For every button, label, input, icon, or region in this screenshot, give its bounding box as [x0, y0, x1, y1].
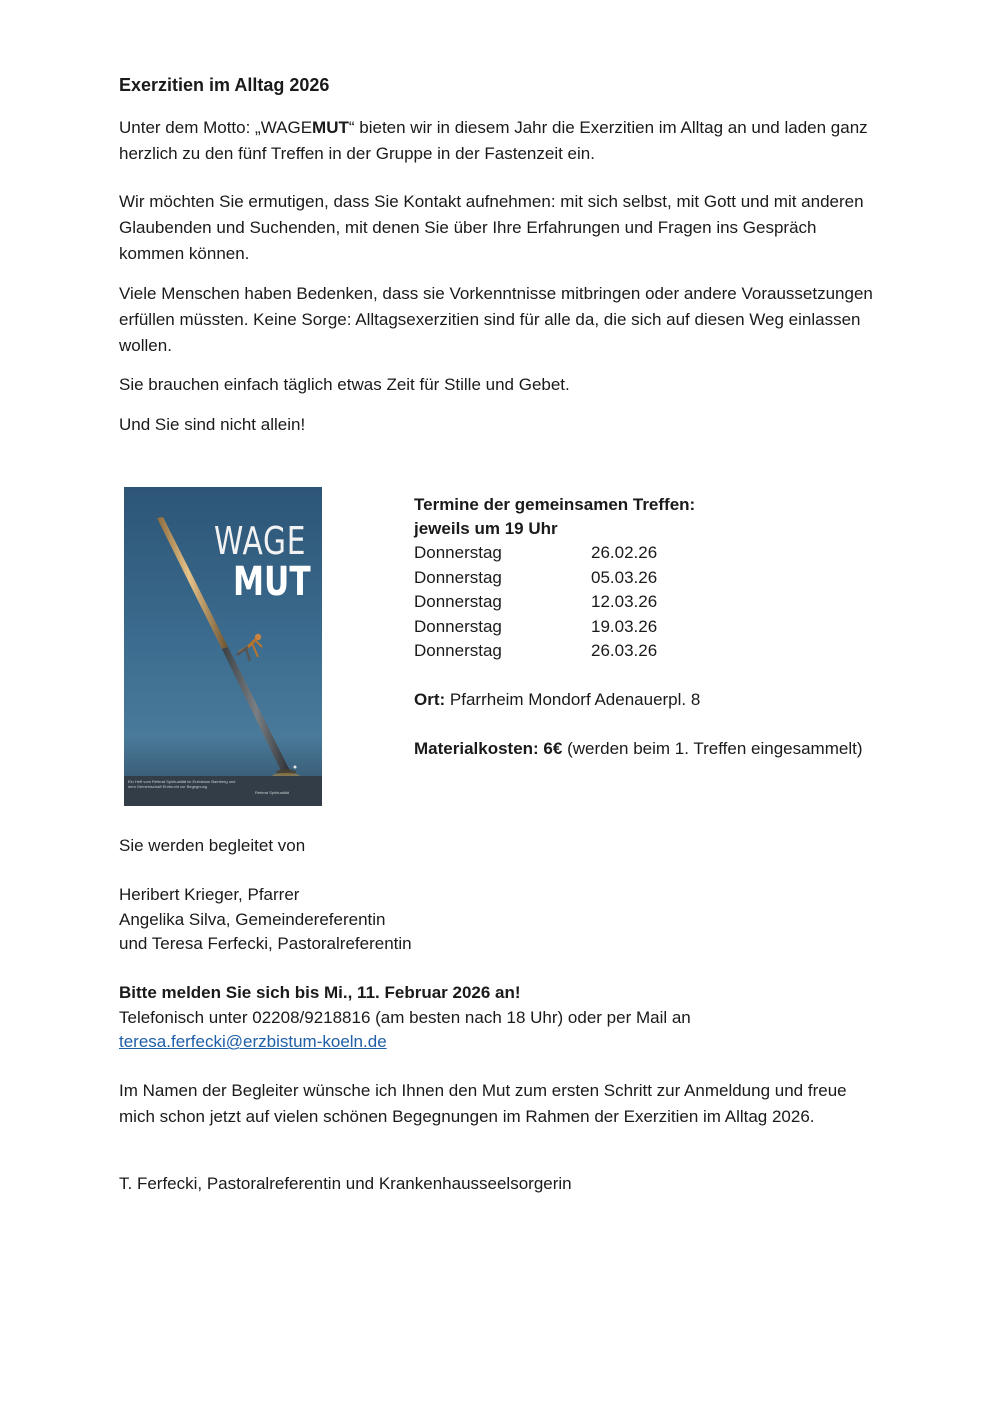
schedule-day: Donnerstag — [414, 567, 502, 587]
companion-item: und Teresa Ferfecki, Pastoralreferentin — [119, 934, 412, 953]
schedule-block — [414, 493, 874, 664]
companions-intro: Sie werden begleitet von — [119, 836, 306, 855]
page-title: Exerzitien im Alltag 2026 — [119, 75, 330, 95]
book-cover-image — [124, 487, 322, 806]
companions-list — [119, 883, 879, 957]
signature: T. Ferfecki, Pastoralreferentin und Krankenhausseelsorgerin — [119, 1174, 572, 1193]
paragraph-contact: Wir möchten Sie ermutigen, dass Sie Kontakt aufnehmen: mit sich selbst, mit Gott und mit anderen Glaubenden und Suchenden, mit denen Sie über Ihre Erfahrungen und Fragen ins Gespräch kommen können. — [119, 192, 864, 263]
schedule-day: Donnerstag — [414, 641, 502, 660]
cover-title-wage: WAGE — [214, 519, 307, 563]
paragraph-not-alone: Und Sie sind nicht allein! — [119, 415, 306, 434]
climber-figure-icon — [237, 634, 262, 661]
closing-paragraph: Im Namen der Begleiter wünsche ich Ihnen den Mut zum ersten Schritt zur Anmeldung und freue mich schon jetzt auf vielen schönen Begegnungen im Rahmen der Exerzitien im Alltag 2026. — [119, 1081, 847, 1126]
schedule-date: 19.03.26 — [591, 616, 658, 636]
schedule-day: Donnerstag — [414, 592, 502, 611]
cost-info — [414, 737, 874, 761]
schedule-row — [414, 541, 874, 566]
location-info — [414, 688, 874, 712]
intro-after: “ bieten wir in diesem Jahr die Exerzitien im Alltag an und laden ganz herzlich zu den fünf Treffen in der Gruppe in der Fastenzeit ein. — [119, 118, 868, 163]
schedule-row — [414, 590, 874, 615]
email-link[interactable]: teresa.ferfecki@erzbistum-koeln.de — [119, 1032, 387, 1051]
motto-mut: MUT — [312, 118, 349, 137]
paragraph-time: Sie brauchen einfach täglich etwas Zeit für Stille und Gebet. — [119, 375, 570, 394]
paragraph-concerns: Viele Menschen haben Bedenken, dass sie Vorkenntnisse mitbringen oder andere Voraussetzungen erfüllen müssten. Keine Sorge: Alltagsexerzitien sind für alle da, die sich auf diesen Weg einlassen wollen. — [119, 284, 873, 355]
companion-item: Heribert Krieger, Pfarrer — [119, 885, 300, 904]
schedule-date: 12.03.26 — [591, 592, 658, 611]
cover-publisher: Referat Spiritualität — [255, 790, 290, 795]
companion-item: Angelika Silva, Gemeindereferentin — [119, 909, 386, 929]
cover-band-text: Ein Heft vom Referat Spiritualität im Erzbistum Bamberg und dem Gemeinschaft Ehrfurcht vor Begegnung — [128, 779, 236, 789]
intro-paragraph — [119, 115, 879, 167]
cover-bottom-band — [124, 776, 322, 806]
schedule-row — [414, 639, 874, 664]
cost-label: Materialkosten: 6€ — [414, 739, 563, 758]
location-label: Ort: — [414, 690, 446, 709]
cover-title-mut: MUT — [233, 559, 311, 605]
schedule-row — [414, 566, 874, 591]
schedule-day: Donnerstag — [414, 543, 502, 562]
registration-block — [119, 981, 879, 1055]
schedule-date: 26.02.26 — [591, 543, 658, 562]
schedule-day: Donnerstag — [414, 616, 502, 636]
schedule-date: 05.03.26 — [591, 567, 658, 587]
registration-heading: Bitte melden Sie sich bis Mi., 11. Februar 2026 an! — [119, 983, 521, 1002]
cost-value: (werden beim 1. Treffen eingesammelt) — [562, 739, 863, 758]
schedule-heading: Termine der gemeinsamen Treffen: — [414, 495, 696, 514]
registration-text: Telefonisch unter 02208/9218816 (am besten nach 18 Uhr) oder per Mail an — [119, 1007, 691, 1027]
location-value: Pfarrheim Mondorf Adenauerpl. 8 — [445, 690, 701, 709]
motto-wage: WAGE — [260, 118, 313, 137]
schedule-time: jeweils um 19 Uhr — [414, 519, 558, 538]
schedule-date: 26.03.26 — [591, 641, 658, 660]
intro-before: Unter dem Motto: „ — [119, 118, 261, 137]
schedule-row — [414, 615, 874, 640]
